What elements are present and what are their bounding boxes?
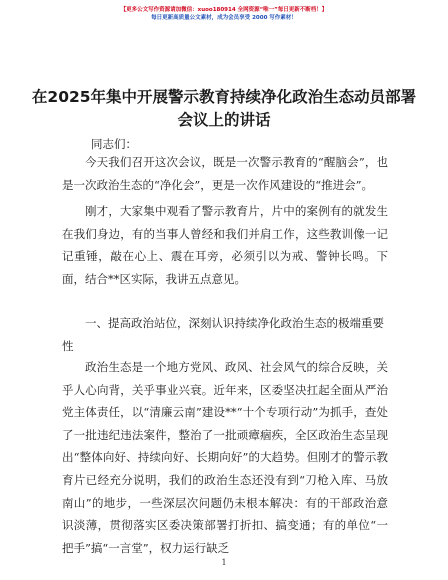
document-title: 在2025年集中开展警示教育持续净化政治生态动员部署会议上的讲话 xyxy=(31,88,417,129)
promo-banner-line-2: 每日更新高质量公文素材，成为会员享受 2000 写作素材！ xyxy=(151,15,297,21)
promo-banner-line-1: 【更多公文写作资源请加微信：xuoo180914 全网资源“唯一”每日更新不断档！】 xyxy=(120,7,328,13)
paragraph-intro: 今天我们召开这次会议，既是一次警示教育的“醒脑会”，也是一次政治生态的“净化会”，更是一次作风建设的“推进会”。 xyxy=(62,155,388,192)
paragraph-intro-2: 刚才，大家集中观看了警示教育片，片中的案例有的就发生在我们身边，有的当事人曾经和我们并肩工作，这些教训像一记记重锤，敲在心上、震在耳旁，必须引以为戒、警钟长鸣。下面，结合**区实际，我讲五点意见。 xyxy=(62,204,388,286)
salutation: 同志们： xyxy=(91,137,137,151)
promo-banner xyxy=(0,6,448,22)
section-paragraph: 政治生态是一个地方党风、政风、社会风气的综合反映，关乎人心向背，关乎事业兴衰。近年来，区委坚决扛起全面从严治党主体责任，以“清廉云南”建设**“十个专项行动”为抓手，查处了一批违纪违法案件，整治了一批顽瘴痼疾，全区政治生态呈现出“整体向好、持续向好、长期向好”的大趋势。但刚才的警示教育片已经充分说明，我们的政治生态还没有到“刀枪入库、马放南山”的地步，一些深层次问题仍未根本解决：有的干部政治意识淡薄，贯彻落实区委决策部署打折扣、搞变通；有的单位“一把手”搞“一言堂”，权力运行缺乏 xyxy=(62,360,388,555)
section-heading: 一、提高政治站位，深刻认识持续净化政治生态的极端重要性 xyxy=(62,316,384,353)
page-number: 1 xyxy=(221,558,227,567)
